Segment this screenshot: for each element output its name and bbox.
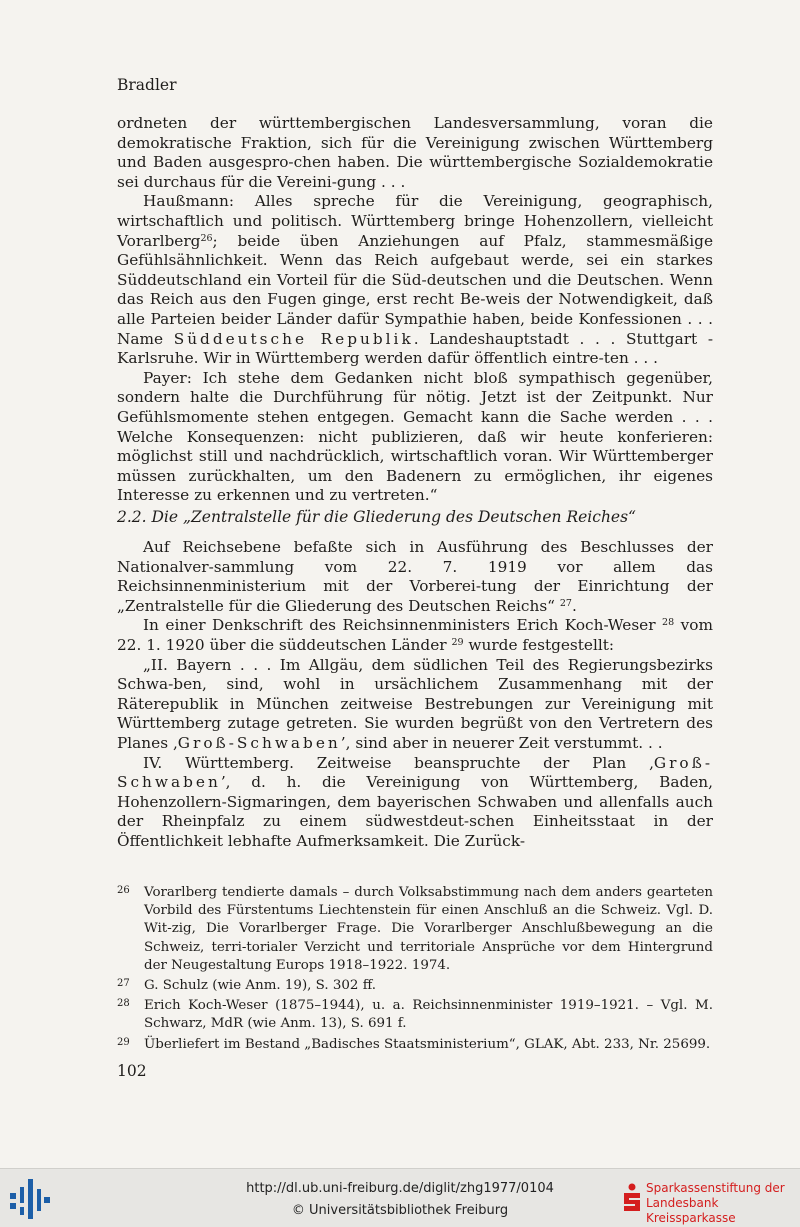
paragraph-haussmann: Haußmann: Alles spreche für die Vereinigung, geographisch, wirtschaftlich und politisch. Württemberg bringe Hohenzollern, vielleicht Vorarlberg$^{26}$; beide üben Anziehungen auf Pfalz, stammesmäßige Gefühlsähnlichkeit. Wenn das Reich aufgebaut werde, sei ein starkes Süddeutschland ein Vorteil für die Süd-deutschen und die Deutschen. Wenn das Reich aus den Fugen ginge, erst recht Be-weis der Notwendigkeit, daß alle Parteien beider Länder dafür Sympathie haben, beide Konfessionen . . . Name Süddeutsche Republik. Landeshauptstadt . . . Stuttgart - Karlsruhe. Wir in Württemberg werden dafür öffentlich eintre-ten . . . (117, 192, 713, 368)
sponsor-line-2: Landesbank Kreissparkasse (646, 1196, 736, 1225)
footnote-27: 27 G. Schulz (wie Anm. 19), S. 302 ff. (117, 978, 376, 994)
sponsor-line-1: Sparkassenstiftung der (646, 1181, 785, 1195)
paragraph-denkschrift: In einer Denkschrift des Reichsinnenministers Erich Koch-Weser $^{28}$ vom 22. 1. 1920 über die süddeutschen Länder $^{29}$ wurde festgestellt: (117, 616, 713, 654)
sparkasse-s-icon (620, 1183, 644, 1213)
spaced-emphasis: Süddeutsche Republik (173, 329, 414, 348)
section-heading: 2.2. Die „Zentralstelle für die Gliederung des Deutschen Reiches“ (117, 508, 636, 526)
page-number: 102 (117, 1062, 147, 1080)
paragraph-payer: Payer: Ich stehe dem Gedanken nicht bloß sympathisch gegenüber, sondern halte die Durchführung für nötig. Jetzt ist der Zeitpunkt. Nur Gefühlsmomente stehen entgegen. Gemacht kann die Sache werden . . . Welche Konsequenzen: nicht publizieren, daß wir heute konferieren: möglichst still und nachdrücklich, wirtschaftlich voran. Wir Württemberger müssen zurückhalten, um den Badenern zu ermöglichen, ihr eigenes Interesse zu erkennen und zu vertreten.“ (117, 368, 713, 505)
paragraph-continuation: ordneten der württembergischen Landesversammlung, voran die demokratische Fraktion, sich für die Vereinigung zwischen Württemberg und Baden ausgespro-chen haben. Die württembergische Sozialdemokratie sei durchaus für die Vereini-gung . . . (117, 114, 713, 191)
body-text-top (117, 114, 713, 506)
running-head: Bradler (117, 76, 177, 94)
spaced-gross-schwaben-2: Groß-Schwaben (117, 753, 713, 792)
paragraph-reichsebene: Auf Reichsebene befaßte sich in Ausführung des Beschlusses der Nationalver-sammlung vom 22. 7. 1919 vor allem das Reichsinnenministerium mit der Vorberei-tung der Einrichtung der „Zentralstelle für die Gliederung des Deutschen Reichs“ $^{27}$. (117, 538, 713, 615)
footnote-ref-27[interactable]: 27 (559, 597, 572, 609)
paragraph-bayern-quote: „II. Bayern . . . Im Allgäu, dem südlichen Teil des Regierungsbezirks Schwa-ben, sind, wohl in ursächlichem Zusammenhang mit der Räterepublik in München zeitweise Bestrebungen zur Vereinigung mit Württemberg zutage getreten. Sie wurden begrüßt von den Vertretern des Planes ‚Groß-Schwaben’, sind aber in neuerer Zeit verstummt. . . (117, 655, 713, 752)
body-text-section (117, 538, 713, 852)
footnote-26: 26 Vorarlberg tendierte damals – durch Volksabstimmung nach dem anders gearteten Vorbild des Fürstentums Liechtenstein für einen Anschluß an die Schweiz. Vgl. D. Wit-zig, Die Vorarlberger Frage. Die Vorarlberger Anschlußbewegung an die Schweiz, terri-torialer Verzicht und territoriale Ansprüche vor dem Hintergrund der Neugestaltung Europs 1918–1922. 1974. (117, 885, 713, 973)
copyright-notice: © Universitätsbibliothek Freiburg (291, 1203, 509, 1218)
footnote-29: 29 Überliefert im Bestand „Badisches Staatsministerium“, GLAK, Abt. 233, Nr. 25699. (117, 1036, 711, 1052)
footnotes (117, 882, 713, 1054)
footnote-28: 28 Erich Koch-Weser (1875–1944), u. a. Reichsinnenminister 1919–1921. – Vgl. M. Schwarz, MdR (wie Anm. 13), S. 691 f. (117, 998, 713, 1032)
viewer-footer (0, 1168, 800, 1227)
footnote-ref-28[interactable]: 28 (662, 617, 675, 629)
spaced-gross-schwaben: Groß-Schwaben (177, 733, 341, 752)
footnote-ref-29[interactable]: 29 (451, 636, 464, 648)
permalink-url[interactable]: http://dl.ub.uni-freiburg.de/diglit/zhg1977/0104 (246, 1181, 554, 1196)
sponsor-block[interactable] (620, 1181, 792, 1225)
footnote-ref-26[interactable]: 26 (200, 232, 213, 244)
paragraph-wuerttemberg-quote: IV. Württemberg. Zeitweise beanspruchte der Plan ‚Groß-Schwaben’, d. h. die Vereinigung von Württemberg, Baden, Hohenzollern-Sigmaringen, dem bayerischen Schwaben und allenfalls auch der Rheinpfalz zu einem südwestdeut-schen Einheitsstaat in der Öffentlichkeit lebhafte Aufmerksamkeit. Die Zurück- (117, 753, 713, 850)
